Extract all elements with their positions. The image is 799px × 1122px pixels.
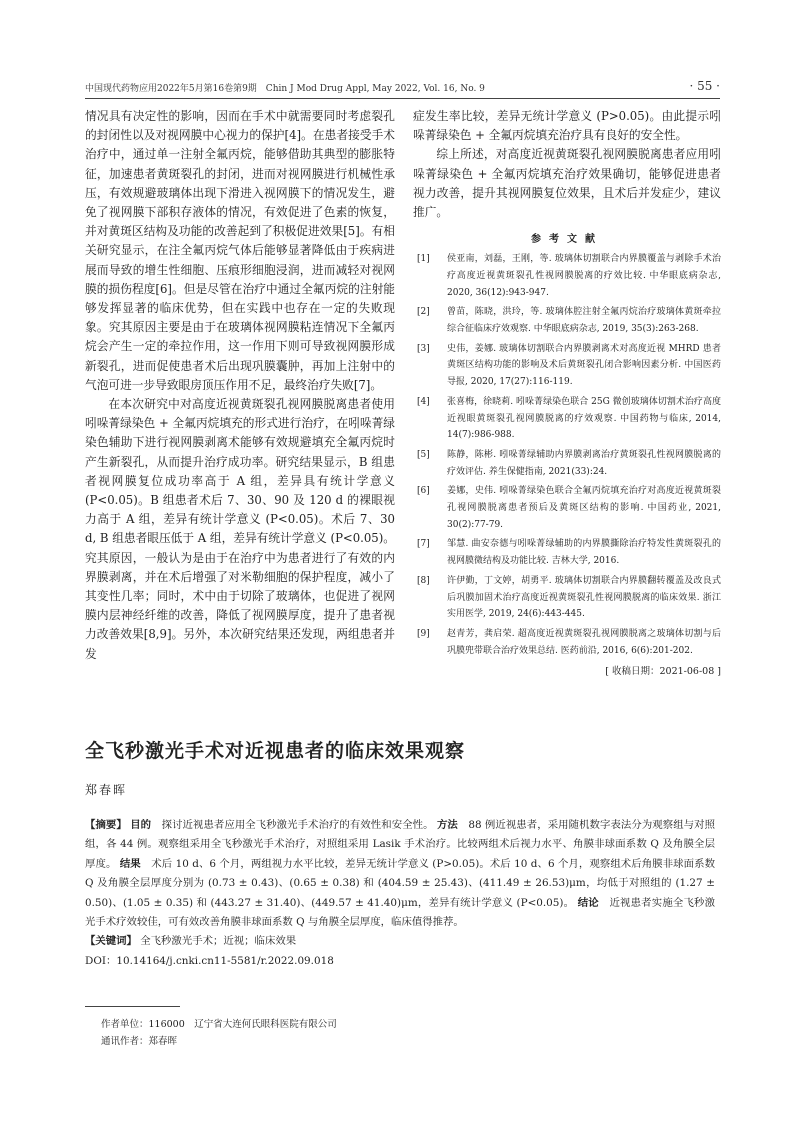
doi: DOI：10.14164/j.cnki.cn11-5581/r.2022.09.018: [85, 954, 334, 967]
keywords-label: 【关键词】: [85, 935, 137, 948]
body-paragraph: 综上所述，对高度近视黄斑裂孔视网膜脱离患者应用吲哚菁绿染色 + 全氟丙烷填充治疗效果确切，能够促进患者视力改善，提升其视网膜复位效果，且术后并发症少，建议推广。: [413, 147, 721, 220]
reference-item: [413, 251, 721, 301]
abstract-part: 目的 探讨近视患者应用全飞秒激光手术治疗的有效性和安全性。: [130, 819, 434, 831]
reference-number: [8]: [417, 575, 430, 586]
footnote: [101, 1016, 337, 1050]
reference-number: [7]: [417, 539, 430, 550]
reference-text: 陈静，陈彬. 吲哚菁绿辅助内界膜剥离治疗黄斑裂孔性视网膜脱离的疗效评估. 养生保健指南, 2021(33):24.: [447, 449, 721, 477]
body-paragraph: 症发生率比较，差异无统计学意义 (P>0.05)。由此提示吲哚菁绿染色 + 全氟丙烷填充治疗具有良好的安全性。: [413, 109, 721, 143]
reference-text: 曾苗，陈晓，洪玲，等. 玻璃体腔注射全氟丙烷治疗玻璃体黄斑牵拉综合征临床疗效观察. 中华眼底病杂志, 2019, 35(3):263-268.: [447, 307, 721, 335]
reference-number: [3]: [417, 343, 430, 354]
reference-item: [413, 447, 721, 480]
reference-number: [2]: [417, 307, 430, 318]
reference-text: 许伊勤，丁文婷，胡勇平. 玻璃体切割联合内界膜翻转覆盖及改良式后巩膜加固术治疗高度近视黄斑裂孔性视网膜脱离的临床效果. 浙江实用医学, 2019, 24(6):443-445.: [447, 575, 721, 620]
reference-number: [5]: [417, 449, 430, 460]
header-rule: [85, 98, 720, 99]
reference-item: [413, 626, 721, 659]
reference-number: [9]: [417, 628, 430, 639]
reference-list: [413, 251, 721, 659]
reference-text: 姜娜，史伟. 吲哚菁绿染色联合全氟丙烷填充治疗对高度近视黄斑裂孔视网膜脱离患者预后及黄斑区结构的影响. 中国药业, 2021, 30(2):77-79.: [447, 486, 721, 530]
references-heading: 参考文献: [531, 234, 603, 246]
reference-item: [413, 304, 721, 337]
reference-item: [413, 573, 721, 623]
author-unit: 作者单位：116000 辽宁省大连何氏眼科医院有限公司: [101, 1019, 337, 1030]
reference-item: [413, 394, 721, 444]
abstract-part: 结果 术后 10 d、6 个月，两组视力水平比较，差异无统计学意义 (P>0.05)。术后 10 d、6 个月，观察组术后角膜非球面系数 Q 及角膜全层厚度分别为 (0.73 ± 0.43)、(0.65 ± 0.38) 和 (404.59 ± 25.43)、(411.49 ± 26.53)μm，均低于对照组的 (1.27 ± 0.50)、(1.05 ± 0.35) 和 (443.27 ± 31.40)、(449.57 ± 41.40)μm，差异有统计学意义 (P<0.05)。: [85, 857, 716, 909]
journal-info: 中国现代药物应用2022年5月第16卷第9期 Chin J Mod Drug Appl, May 2022, Vol. 16, No. 9: [85, 84, 485, 94]
abstract: [85, 816, 715, 971]
abstract-part: 方法 88 例近视患者，采用随机数字表法分为观察组与对照组，各 44 例。观察组采用全飞秒激光手术治疗，对照组采用 Lasik 手术治疗。比较两组术后视力水平、角膜非球面系数 Q 及角膜全层厚度。: [85, 819, 715, 870]
keywords: 全飞秒激光手术；近视；临床效果: [140, 935, 297, 948]
reference-number: [4]: [417, 396, 430, 407]
left-column: [85, 107, 395, 664]
keywords-line: [85, 932, 715, 951]
reference-text: 邹慧. 曲安奈德与吲哚菁绿辅助的内界膜撕除治疗特发性黄斑裂孔的视网膜微结构及功能比较. 吉林大学, 2016.: [447, 539, 721, 567]
reference-text: 赵青芳，龚启荣. 超高度近视黄斑裂孔视网膜脱离之玻璃体切割与后巩膜兜带联合治疗效果总结. 医药前沿, 2016, 6(6):201-202.: [447, 628, 721, 656]
reference-item: [413, 341, 721, 391]
reference-number: [1]: [417, 254, 430, 265]
body-paragraph: 在本次研究中对高度近视黄斑裂孔视网膜脱离患者使用吲哚菁绿染色 + 全氟丙烷填充的形式进行治疗，在吲哚菁绿染色辅助下进行视网膜剥离术能够有效规避填充全氟丙烷时产生新裂孔，从而提升治疗成功率。研究结果显示，B 组患者视网膜复位成功率高于 A 组，差异具有统计学意义 (P<0.05)。B 组患者术后 7、30、90 及 120 d 的裸眼视力高于 A 组，差异有统计学意义 (P<0.05)。术后 7、30 d, B 组患者眼压低于 A 组，差异有统计学意义 (P<0.05)。究其原因，一般认为是由于在治疗中为患者进行了有效的内界膜剥离，并在术后增强了对米勒细胞的保护程度，减小了其变性几率；同时，术中由于切除了玻璃体，也促进了视网膜内层神经纤维的改善，降低了视网膜厚度，提升了患者视力改善效果[8,9]。另外，本次研究结果还发现，两组患者并发: [85, 397, 395, 661]
reference-item: [413, 536, 721, 569]
article-title: 全飞秒激光手术对近视患者的临床效果观察: [85, 740, 466, 762]
reference-number: [6]: [417, 486, 430, 497]
right-column: [413, 107, 721, 677]
abstract-part: 结论 近视患者实施全飞秒激光手术疗效较佳，可有效改善角膜非球面系数 Q 与角膜全层厚度，临床值得推荐。: [85, 896, 716, 929]
reference-text: 侯亚南，刘磊，王刚，等. 玻璃体切割联合内界膜覆盖与剥除手术治疗高度近视黄斑裂孔性视网膜脱离的疗效比较. 中华眼底病杂志, 2020, 36(12):943-947.: [447, 254, 721, 298]
body-paragraph: 情况具有决定性的影响，因而在手术中就需要同时考虑裂孔的封闭性以及对视网膜中心视力的保护[4]。在患者接受手术治疗中，通过单一注射全氟丙烷，能够借助其典型的膨胀特征，加速患者黄斑裂孔的封闭，进而对视网膜进行机械性承压，有效规避玻璃体出现下滑进入视网膜下的情况发生，避免了视网膜下部积存液体的情况，有效促进了色素的恢复，并对黄斑区结构及功能的改善起到了积极促进效果[5]。有相关研究显示，在注全氟丙烷气体后能够显著降低由于疾病进展而导致的增生性细胞、压痕形细胞浸润，进而减轻对视网膜的损伤程度[6]。但是尽管在治疗中通过全氟丙烷的注射能够发挥显著的临床优势，但在实践中也存在一定的失败现象。究其原因主要是由于在玻璃体视网膜粘连情况下全氟丙烷会产生一定的牵拉作用，这一作用下则可导致视网膜形成新裂孔，进而促使患者术后出现巩膜囊肿，再加上注射中的气泡可进一步导致眼房顶压作用不足，最终治疗失败[7]。: [85, 109, 395, 392]
footnote-rule: [85, 1006, 180, 1007]
article-author: 郑春晖: [85, 783, 128, 797]
running-header: [85, 78, 720, 94]
reference-text: 史伟，姜娜. 玻璃体切割联合内界膜剥离术对高度近视 MHRD 患者黄斑区结构功能的影响及术后黄斑裂孔闭合影响因素分析. 中国医药导报, 2020, 17(27):116-119.: [447, 343, 721, 388]
received-date: [ 收稿日期：2021-06-08 ]: [605, 666, 721, 678]
reference-text: 张喜梅，徐晓莉. 吲哚菁绿染色联合 25G 微创玻璃体切割术治疗高度近视眼黄斑裂孔视网膜脱离的疗效观察. 中国药物与临床, 2014, 14(7):986-988.: [447, 396, 721, 441]
page-number: · 55 ·: [689, 79, 720, 93]
corresponding-author: 通讯作者：郑春晖: [101, 1036, 178, 1047]
reference-item: [413, 483, 721, 533]
abstract-label: 【摘要】: [85, 819, 127, 831]
abstract-body: [85, 816, 715, 932]
